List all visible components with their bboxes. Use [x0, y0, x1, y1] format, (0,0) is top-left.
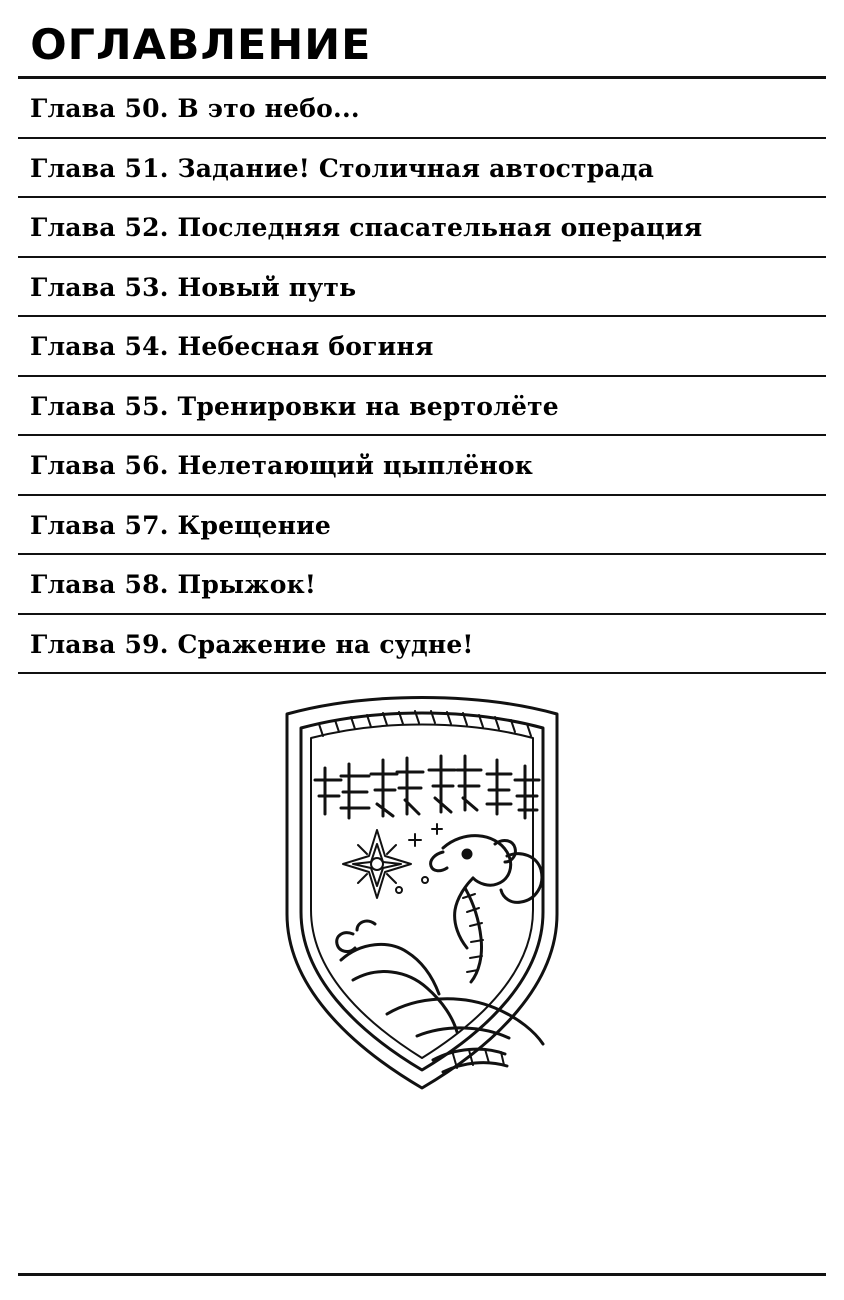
list-item	[18, 79, 826, 139]
toc-list	[18, 79, 826, 674]
toc-entry-label[interactable]: Глава 50. В это небо...	[30, 94, 360, 123]
list-item	[18, 377, 826, 437]
toc-entry-label[interactable]: Глава 53. Новый путь	[30, 272, 357, 302]
toc-entry-label[interactable]: Глава 56. Нелетающий цыплёнок	[30, 451, 533, 480]
list-item	[18, 496, 826, 556]
toc-entry-label[interactable]: Глава 51. Задание! Столичная автострада	[30, 153, 655, 183]
rescue-squad-emblem-icon	[257, 684, 587, 1104]
toc-entry-label[interactable]: Глава 52. Последняя спасательная операция	[30, 213, 703, 242]
list-item	[18, 615, 826, 675]
list-item	[18, 198, 826, 258]
list-item	[18, 436, 826, 496]
toc-entry-label[interactable]: Глава 54. Небесная богиня	[30, 332, 434, 361]
toc-entry-label[interactable]: Глава 58. Прыжок!	[30, 570, 317, 599]
page-title: ОГЛАВЛЕНИЕ	[30, 20, 372, 69]
list-item	[18, 317, 826, 377]
emblem-figure	[18, 674, 826, 1104]
toc-entry-label[interactable]: Глава 59. Сражение на судне!	[30, 629, 474, 659]
list-item	[18, 258, 826, 318]
toc-entry-label[interactable]: Глава 57. Крещение	[30, 510, 331, 540]
toc-entry-label[interactable]: Глава 55. Тренировки на вертолёте	[30, 391, 559, 421]
list-item	[18, 555, 826, 615]
list-item	[18, 139, 826, 199]
divider	[18, 1273, 826, 1276]
